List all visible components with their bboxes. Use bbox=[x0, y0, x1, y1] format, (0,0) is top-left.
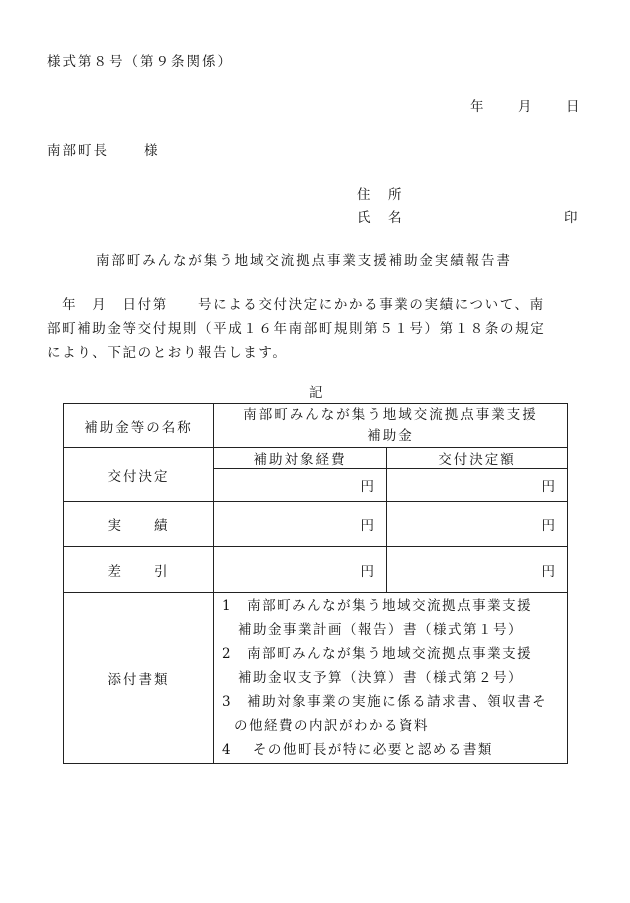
date-month: 月 bbox=[518, 99, 532, 115]
diff-amount-yen: 円 bbox=[387, 547, 568, 593]
decision-target-yen: 円 bbox=[214, 469, 387, 502]
row-actual bbox=[64, 502, 568, 547]
seal-mark: 印 bbox=[564, 210, 578, 226]
row-attachments bbox=[64, 593, 568, 764]
body-line-2: 部町補助金等交付規則（平成１６年南部町規則第５１号）第１８条の規定 bbox=[47, 321, 546, 337]
diff-label: 差 引 bbox=[64, 547, 214, 593]
attachment-item-2-cont: 補助金収支予算（決算）書（様式第２号） bbox=[238, 670, 523, 686]
attachment-item-4: 4 その他町長が特に必要と認める書類 bbox=[222, 742, 493, 758]
diff-target-yen: 円 bbox=[214, 547, 387, 593]
col-target-header: 補助対象経費 bbox=[214, 448, 387, 469]
date-year: 年 bbox=[470, 99, 484, 115]
actual-target-yen: 円 bbox=[214, 502, 387, 547]
name-label: 氏 名 bbox=[357, 210, 404, 226]
body-paragraph bbox=[47, 293, 583, 365]
attachment-item-2: 2 南部町みんなが集う地域交流拠点事業支援 bbox=[222, 646, 533, 662]
form-number: 様式第８号（第９条関係） bbox=[47, 54, 233, 70]
actual-label: 実 績 bbox=[64, 502, 214, 547]
document-title: 南部町みんなが集う地域交流拠点事業支援補助金実績報告書 bbox=[96, 253, 512, 269]
col-amount-header: 交付決定額 bbox=[387, 448, 568, 469]
body-line-1: 年 月 日付第 号による交付決定にかかる事業の実績について、南 bbox=[47, 297, 545, 313]
decision-label: 交付決定 bbox=[64, 448, 214, 502]
attachment-item-3: 3 補助対象事業の実施に係る請求書、領収書そ bbox=[222, 694, 548, 710]
address-label: 住 所 bbox=[357, 187, 404, 203]
row-diff bbox=[64, 547, 568, 593]
row-subsidy-name bbox=[64, 404, 568, 448]
decision-amount-yen: 円 bbox=[387, 469, 568, 502]
attachments-label: 添付書類 bbox=[64, 593, 214, 764]
ki-label: 記 bbox=[309, 385, 323, 401]
addressee-name: 南部町長 bbox=[47, 143, 109, 159]
attachment-item-1-cont: 補助金事業計画（報告）書（様式第１号） bbox=[238, 622, 523, 638]
attachment-item-3-cont: の他経費の内訳がわかる資料 bbox=[234, 718, 429, 734]
date-day: 日 bbox=[566, 99, 580, 115]
report-table bbox=[63, 403, 568, 764]
addressee-suffix: 様 bbox=[144, 143, 158, 159]
row-decision-header bbox=[64, 448, 568, 469]
subsidy-name-value bbox=[214, 404, 568, 448]
actual-amount-yen: 円 bbox=[387, 502, 568, 547]
subsidy-name-label: 補助金等の名称 bbox=[64, 404, 214, 448]
attachment-item-1: 1 南部町みんなが集う地域交流拠点事業支援 bbox=[222, 598, 533, 614]
subsidy-name-line-2: 補助金 bbox=[367, 427, 414, 444]
body-line-3: により、下記のとおり報告します。 bbox=[47, 345, 288, 361]
subsidy-name-line-1: 南部町みんなが集う地域交流拠点事業支援 bbox=[243, 406, 538, 423]
attachments-list bbox=[214, 593, 568, 764]
